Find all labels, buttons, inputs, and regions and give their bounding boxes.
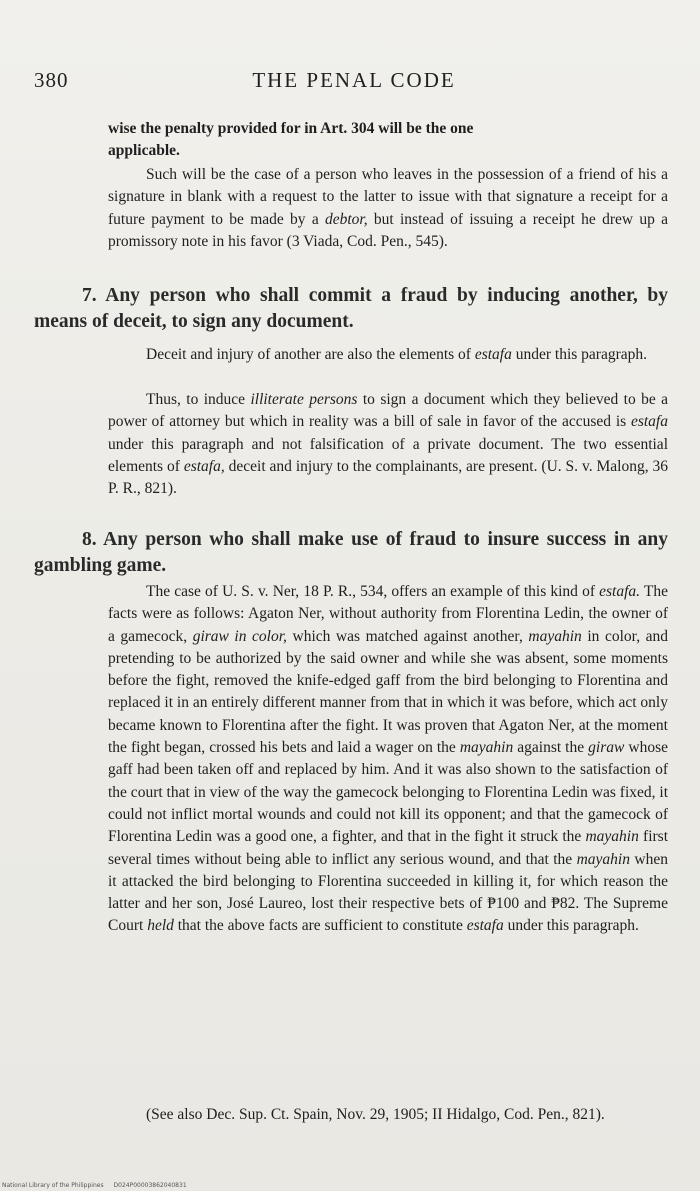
continuation-end: applicable. (108, 142, 180, 160)
text-run: whose gaff had been taken off and replaced by him. And it was also shown to the satisfaction of the court that in view of the way the gamecock belonging to Florentina Ledin was fixed, it could not inflict mortal wounds and could not kill its opponent; and that the gamecock of Florentina Ledin was a good one, a fighter, and that in the fight it struck the (108, 739, 668, 846)
text-run: under this paragraph and not falsification of a private document. The two essential elements of (108, 435, 668, 475)
paragraph-illiterate (108, 389, 668, 500)
footer-code: D024P00003862040831 (113, 1182, 187, 1189)
emphasis-estafa: estafa. (599, 583, 641, 600)
text-run: to sign a document which they believed to be a power of attorney but which in reality was a bill of sale in favor of the accused is (108, 391, 669, 431)
text-run: Deceit and injury of another are also the elements of (146, 346, 475, 363)
emphasis-estafa: estafa (630, 413, 668, 431)
text-run: but instead of issuing a receipt he drew up a promissory note in his favor (3 Viada, Cod. Pen., 545). (108, 210, 668, 250)
text-run: deceit and injury to the complainants, are present. (U. S. v. Malong, 36 P. R., 821). (108, 457, 668, 498)
emphasis-illiterate: illiterate persons (250, 391, 358, 408)
text-run: (See also Dec. Sup. Ct. Spain, Nov. 29, 1905; II Hidalgo, Cod. Pen., 821). (146, 1106, 605, 1123)
text-run: in color, and pretending to be authorized by the said owner and while she was absent, some moments before the fight, removed the knife-edged gaff from the bird belonging to Florentina and replaced it in an entirely different manner from that in which it was before, which act only became known to Florentina after the fight. It was proven that Agaton Ner, at the moment the fight began, crossed his bets and laid a wager on the (108, 627, 669, 757)
text-run: Such will be the case of a person who leaves in the possession of a friend of his a signature in blank with a request to the latter to issue with that signature a receipt for a future payment to be made by a (108, 166, 668, 228)
text-run: under this paragraph. (511, 346, 648, 363)
paragraph-deceit-injury (108, 344, 668, 366)
emphasis-mayahin: mayahin (576, 850, 630, 868)
page-number: 380 (34, 68, 69, 92)
emphasis-held: held (147, 917, 174, 935)
text-run: first several times without being able to inflict any serious wound, and that the (108, 828, 669, 868)
emphasis-estafa: estafa (474, 346, 512, 363)
footer-library: National Library of the Philippines (2, 1182, 104, 1189)
emphasis-debtor: debtor, (324, 210, 368, 228)
emphasis-giraw: giraw in color, (192, 627, 287, 645)
text-run: that the above facts are sufficient to constitute (173, 917, 467, 935)
emphasis-estafa: estafa, (183, 457, 225, 475)
text-run: The facts were as follows: Agaton Ner, without authority from Florentina Ledin, the owner of a gamecock, (108, 583, 668, 645)
continuation-start: wise the penalty provided for in Art. 304 will be the one (108, 120, 474, 137)
emphasis-estafa: estafa (466, 917, 504, 935)
page-header (34, 68, 674, 98)
emphasis-mayahin: mayahin (585, 828, 639, 846)
heading-8-text: 8. Any person who shall make use of fraud to insure success in any gambling game. (34, 529, 668, 576)
text-run: against the (513, 739, 589, 757)
text-run: The case of U. S. v. Ner, 18 P. R., 534, offers an example of this kind of (146, 583, 600, 600)
paragraph-continuation (108, 118, 668, 163)
section-heading-7 (34, 283, 668, 335)
text-run: when it attacked the bird belonging to Florentina succeeded in killing it, for which reason the latter and her son, José Laureo, lost their respective bets of ₱100 and ₱82. The Supreme Court (108, 850, 668, 935)
text-run: under this paragraph. (503, 917, 639, 935)
paragraph-example-signature (108, 164, 668, 253)
running-title: THE PENAL CODE (252, 68, 456, 92)
emphasis-mayahin: mayahin (528, 627, 582, 645)
paragraph-see-also (108, 1104, 668, 1126)
emphasis-giraw: giraw (588, 739, 625, 757)
paragraph-ner-case (108, 581, 668, 938)
scan-footer (2, 1182, 195, 1189)
section-heading-8 (34, 527, 668, 579)
emphasis-mayahin: mayahin (459, 739, 514, 757)
heading-7-text: 7. Any person who shall commit a fraud by inducing another, by means of deceit, to sign any document. (34, 285, 668, 332)
text-run: which was matched against another, (286, 627, 529, 645)
text-run: Thus, to induce (146, 391, 251, 408)
